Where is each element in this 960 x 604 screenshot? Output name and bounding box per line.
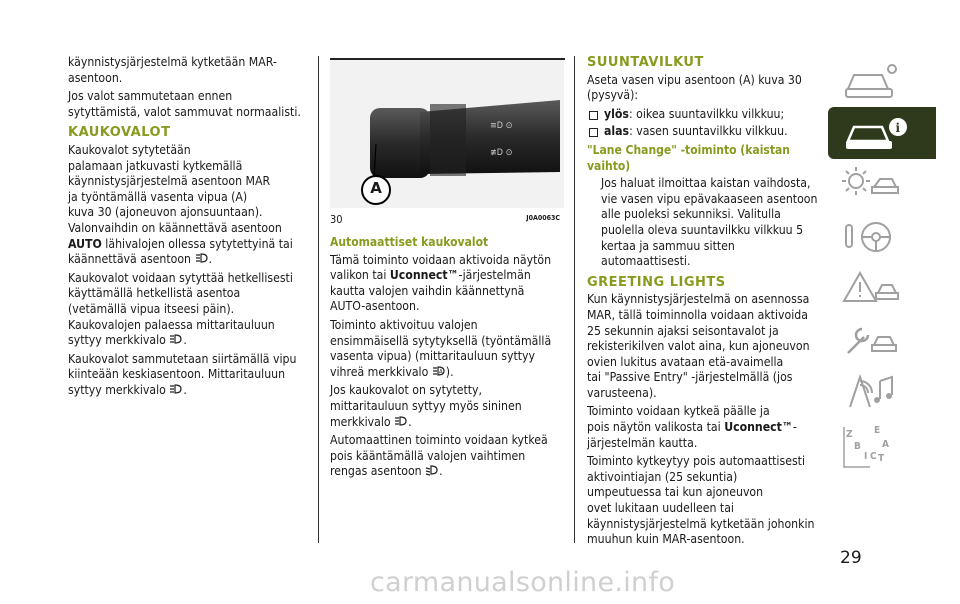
figure-reference: J0A0063C [526,214,560,222]
paragraph: käynnistysjärjestelmä kytketään MAR- asentoon. [68,55,277,85]
paragraph: Jos kaukovalot on sytytetty, mittaritauluun syttyy myös sininen merkkivalo . [330,383,522,429]
multimedia-icon [840,371,900,415]
paragraph: Kun käynnistysjärjestelmä on asennossa MAR, tällä toiminnolla voidaan aktivoida 25 sekunnin ajaksi seisontavalot ja rekisterikilven valot aina, kun ajoneuvon ovien lukitus avataan etä-avaimella tai "Passive Entry" -järjestelmällä (jos varusteena). [587,292,810,400]
svg-text:i: i [895,121,901,135]
index-letter: A [882,439,889,450]
column-divider [318,56,319,543]
tab-starting-driving[interactable] [828,263,936,315]
high-beam-icon [169,383,183,395]
wrench-car-icon [840,319,900,363]
paragraph: Aseta vasen vipu asentoon (A) kuva 30 (pysyvä): [587,72,802,103]
car-info-icon [840,111,910,155]
tab-car-overview[interactable] [828,55,936,107]
text-column-1 [68,55,318,401]
section-heading-kaukovalot: KAUKOVALOT [68,125,171,141]
auto-light-icon [195,252,209,264]
text-column-3 [587,55,827,551]
auto-high-beam-icon [432,365,446,377]
subheading-automaattiset: Automaattiset kaukovalot [330,235,489,249]
paragraph: Kaukovalot voidaan sytyttää hetkellisesti käyttämällä hetkellistä asentoa (vetämällä vipua itseesi päin). Kaukovalojen palaessa mittaritauluun syttyy merkkivalo . [68,270,293,348]
paragraph: Jos valot sammutetaan ennen sytyttämistä, valot sammuvat normaalisti. [68,89,301,119]
svg-text:≢D ⊙: ≢D ⊙ [490,148,513,158]
paragraph: Toiminto voidaan kytkeä päälle ja pois näytön valikosta tai Uconnect™- järjestelmän kautta. [587,404,797,450]
index-letter: T [878,453,885,464]
index-letter: E [874,425,881,436]
watermark-text: carmanualsonline.info [370,567,676,598]
tab-index[interactable] [828,419,936,471]
list-item: ylös: oikea suuntavilkku vilkkuu; [587,107,827,123]
svg-text:≡D ⊙: ≡D ⊙ [490,121,513,131]
low-beam-icon [425,464,439,476]
figure-lever-photo [330,60,564,208]
svg-text:A: A [438,368,443,376]
bullet-square-icon [589,111,598,120]
section-heading-suuntavilkut: SUUNTAVILKUT [587,55,704,70]
index-letter: I [864,451,868,462]
tab-safety[interactable] [828,211,936,263]
section-heading-greeting-lights: GREETING LIGHTS [587,274,726,290]
paragraph: Kaukovalot sammutetaan siirtämällä vipu kiinteään keskiasentoon. Mittaritauluun syttyy merkkivalo . [68,351,297,397]
figure-number: 30 [330,213,343,226]
page-number: 29 [840,548,862,568]
paragraph: Jos haluat ilmoittaa kaistan vaihdosta, vie vasen vipu epävakaaseen asentoon alle puoleksi sekunniksi. Valitulla puolella oleva suuntavilkku vilkkuu 5 kertaa ja sammuu sitten automaattisesti. [601,176,818,269]
turn-signal-lever-image [330,60,564,208]
warning-triangle-icon [840,267,900,311]
paragraph: Kaukovalot sytytetään palamaan jatkuvasti kytkemällä käynnistysjärjestelmä asentoon MAR ja työntämällä vasenta vipua (A) kuva 30 (ajoneuvon ajonsuuntaan). Valonvaihdin on käännettävä asentoon AUTO lähivalojen ollessa sytytettyinä tai käännettävä asentoon . [68,142,293,267]
figure-caption [330,213,564,226]
tab-lights-indicators[interactable] [828,159,936,211]
paragraph: Toiminto kytkeytyy pois automaattisesti aktivointiajan (25 sekuntia) umpeutuessa tai kun ajoneuvon ovet lukitaan uudelleen tai käynnistysjärjestelmä kytketään johonkin muuhun kuin MAR-asentoon. [587,454,815,547]
subheading-lane-change: "Lane Change" -toiminto (kaistan vaihto) [587,142,790,173]
index-letter: Z [846,429,853,440]
tab-car-info[interactable] [828,107,936,159]
bullet-square-icon [589,128,598,137]
steering-wheel-icon [840,215,900,259]
high-beam-icon [394,415,408,427]
car-overview-icon [840,59,900,103]
lights-indicator-icon [840,163,900,207]
column-divider [574,56,575,543]
tab-emergency[interactable] [828,315,936,367]
index-letter: C [870,451,877,462]
paragraph: Toiminto aktivoituu valojen ensimmäisellä sytytyksellä (työntämällä vasenta vipua) (mittaritauluun syttyy vihreä merkkivalo A ). [330,317,552,379]
figure-label-a: A [370,179,382,197]
paragraph: Tämä toiminto voidaan aktivoida näytön valikon tai Uconnect™-järjestelmän kautta valojen vaihdin käännettynä AUTO-asentoon. [330,252,552,314]
high-beam-icon [169,333,183,345]
list-item: alas: vasen suuntavilkku vilkkuu. [587,124,827,140]
text-column-2 [330,232,570,483]
alphabet-index-icon [840,423,900,471]
tab-multimedia[interactable] [828,367,936,419]
paragraph: Automaattinen toiminto voidaan kytkeä pois kääntämällä valojen vaihtimen rengas asentoon . [330,433,548,479]
index-letter: B [854,441,861,452]
